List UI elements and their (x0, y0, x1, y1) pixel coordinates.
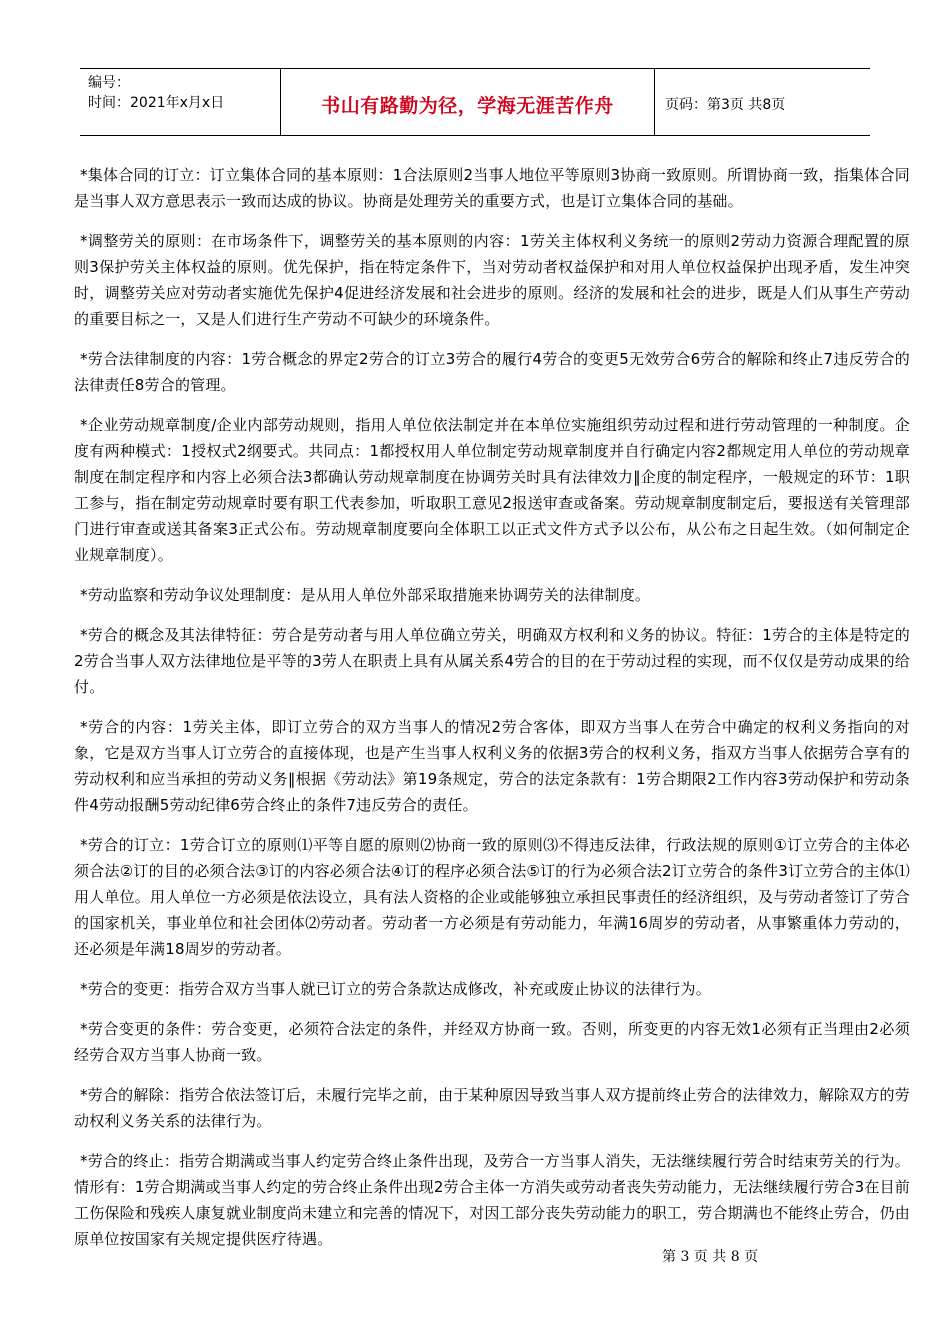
paragraph: *劳合的变更：指劳合双方当事人就已订立的劳合条款达成修改，补充或废止协议的法律行为。 (80, 980, 711, 998)
paragraph: *调整劳关的原则：在市场条件下，调整劳关的基本原则的内容：1劳关主体权利义务统一的原则2劳动力资源合理配置的原则3保护劳关主体权益的原则。优先保护，指在特定条件下，当对劳动者权益保护和对用人单位权益保护出现矛盾，发生冲突时，调整劳关应对劳动者实施优先保护4促进经济发展和社会进步的原则。经济的发展和社会的进步，既是人们从事生产劳动的重要目标之一，又是人们进行生产劳动不可缺少的环境条件。 (74, 232, 910, 328)
time-label: 时间：2021年x月x日 (88, 95, 225, 111)
header-meta (80, 69, 281, 135)
number-label: 编号： (88, 75, 130, 91)
header-motto: 书山有路勤为径，学海无涯苦作舟 (281, 69, 655, 135)
paragraph: *劳合的终止：指劳合期满或当事人约定劳合终止条件出现，及劳合一方当事人消失，无法继续履行劳合时结束劳关的行为。情形有：1劳合期满或当事人约定的劳合终止条件出现2劳合主体一方消失或劳动者丧失劳动能力，无法继续履行劳合3在目前工伤保险和残疾人康复就业制度尚未建立和完善的情况下，对因工部分丧失劳动能力的职工，劳合期满也不能终止劳合，仍由原单位按国家有关规定提供医疗待遇。 (74, 1152, 911, 1248)
document-body (74, 162, 910, 1266)
paragraph: *劳合的订立：1劳合订立的原则⑴平等自愿的原则⑵协商一致的原则⑶不得违反法律，行政法规的原则①订立劳合的主体必须合法②订的目的必须合法③订的内容必须合法④订的程序必须合法⑤订的行为必须合法2订立劳合的条件3订立劳合的主体⑴用人单位。用人单位一方必须是依法设立，具有法人资格的企业或能够独立承担民事责任的经济组织，及与劳动者签订了劳合的国家机关，事业单位和社会团体⑵劳动者。劳动者一方必须是有劳动能力，年满16周岁的劳动者，从事繁重体力劳动的，还必须是年满18周岁的劳动者。 (74, 836, 911, 958)
paragraph: *劳合的概念及其法律特征：劳合是劳动者与用人单位确立劳关，明确双方权利和义务的协议。特征：1劳合的主体是特定的2劳合当事人双方法律地位是平等的3劳人在职责上具有从属关系4劳合的目的在于劳动过程的实现，而不仅仅是劳动成果的给付。 (74, 626, 910, 696)
paragraph: *劳合法律制度的内容：1劳合概念的界定2劳合的订立3劳合的履行4劳合的变更5无效劳合6劳合的解除和终止7违反劳合的法律责任8劳合的管理。 (74, 350, 910, 394)
page-header (80, 68, 870, 136)
page-footer: 第 3 页 共 8 页 (662, 1249, 759, 1265)
paragraph: *劳合变更的条件：劳合变更，必须符合法定的条件，并经双方协商一致。否则，所变更的内容无效1必须有正当理由2必须经劳合双方当事人协商一致。 (74, 1020, 910, 1064)
header-page-info: 页码：第3页 共8页 (665, 97, 786, 113)
paragraph: *集体合同的订立：订立集体合同的基本原则：1合法原则2当事人地位平等原则3协商一致原则。所谓协商一致，指集体合同是当事人双方意思表示一致而达成的协议。协商是处理劳关的重要方式，也是订立集体合同的基础。 (74, 166, 910, 210)
paragraph: *劳合的内容：1劳关主体，即订立劳合的双方当事人的情况2劳合客体，即双方当事人在劳合中确定的权利义务指向的对象，它是双方当事人订立劳合的直接体现，也是产生当事人权利义务的依据3劳合的权利义务，指双方当事人依据劳合享有的劳动权利和应当承担的劳动义务‖根据《劳动法》第19条规定，劳合的法定条款有：1劳合期限2工作内容3劳动保护和劳动条件4劳动报酬5劳动纪律6劳合终止的条件7违反劳合的责任。 (74, 718, 910, 814)
paragraph: *企业劳动规章制度/企业内部劳动规则，指用人单位依法制定并在本单位实施组织劳动过程和进行劳动管理的一种制度。企度有两种模式：1授权式2纲要式。共同点：1都授权用人单位制定劳动规章制度并自行确定内容2都规定用人单位的劳动规章制度在制定程序和内容上必须合法3都确认劳动规章制度在协调劳关时具有法律效力‖企度的制定程序，一般规定的环节：1职工参与，指在制定劳动规章时要有职工代表参加，听取职工意见2报送审查或备案。劳动规章制度制定后，要报送有关管理部门进行审查或送其备案3正式公布。劳动规章制度要向全体职工以正式文件方式予以公布，从公布之日起生效。（如何制定企业规章制度）。 (74, 416, 910, 564)
paragraph: *劳合的解除：指劳合依法签订后，未履行完毕之前，由于某种原因导致当事人双方提前终止劳合的法律效力，解除双方的劳动权利义务关系的法律行为。 (74, 1086, 910, 1130)
paragraph: *劳动监察和劳动争议处理制度：是从用人单位外部采取措施来协调劳关的法律制度。 (80, 586, 651, 604)
